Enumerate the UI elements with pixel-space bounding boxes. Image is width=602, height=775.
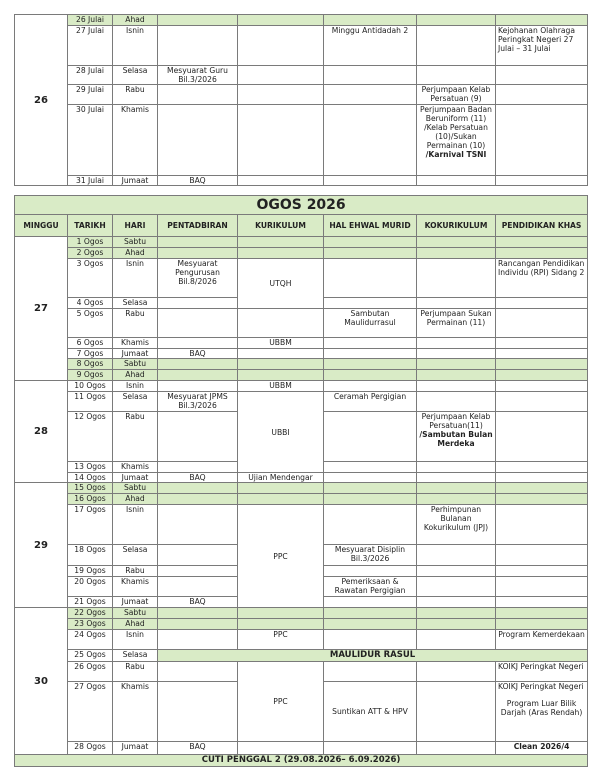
hem-cell: Ceramah Pergigian <box>324 392 417 412</box>
kurikulum-cell: UBBM <box>238 381 324 392</box>
kurikulum-cell: PPC <box>238 505 324 608</box>
day-cell: Ahad <box>113 619 158 630</box>
kurikulum-cell: UTQH <box>238 259 324 309</box>
date-cell: 22 Ogos <box>68 608 113 619</box>
date-cell: 27 Ogos <box>68 682 113 742</box>
date-cell: 30 Julai <box>68 105 113 176</box>
day-cell: Selasa <box>113 650 158 662</box>
date-cell: 8 Ogos <box>68 359 113 370</box>
day-cell: Selasa <box>113 66 158 85</box>
date-cell: 31 Julai <box>68 176 113 186</box>
date-cell: 14 Ogos <box>68 473 113 483</box>
august-schedule-table <box>14 195 588 767</box>
date-cell: 2 Ogos <box>68 248 113 259</box>
header-hem: HAL EHWAL MURID <box>324 215 417 237</box>
header-kokurikulum: KOKURIKULUM <box>417 215 496 237</box>
week-number: 29 <box>15 483 68 608</box>
day-cell: Selasa <box>113 298 158 309</box>
date-cell: 26 Ogos <box>68 662 113 682</box>
day-cell: Khamis <box>113 577 158 597</box>
khas-cell: Clean 2026/4 <box>496 742 588 755</box>
week-number: 28 <box>15 381 68 483</box>
day-cell: Khamis <box>113 682 158 742</box>
khas-cell: Kejohanan Olahraga Peringkat Negeri 27 Julai – 31 Julai <box>496 26 588 66</box>
header-minggu: MINGGU <box>15 215 68 237</box>
day-cell: Jumaat <box>113 742 158 755</box>
date-cell: 16 Ogos <box>68 494 113 505</box>
date-cell: 9 Ogos <box>68 370 113 381</box>
date-cell: 28 Julai <box>68 66 113 85</box>
day-cell: Isnin <box>113 259 158 298</box>
pentadbiran-cell: BAQ <box>158 597 238 608</box>
header-pentadbiran: PENTADBIRAN <box>158 215 238 237</box>
day-cell: Isnin <box>113 505 158 545</box>
kurikulum-cell: Ujian Mendengar <box>238 473 324 483</box>
date-cell: 23 Ogos <box>68 619 113 630</box>
day-cell: Jumaat <box>113 597 158 608</box>
koku-cell <box>417 105 496 176</box>
day-cell: Selasa <box>113 392 158 412</box>
day-cell: Ahad <box>113 370 158 381</box>
date-cell: 29 Julai <box>68 85 113 105</box>
day-cell: Khamis <box>113 105 158 176</box>
day-cell: Jumaat <box>113 349 158 359</box>
koku-cell: Perhimpunan Bulanan Kokurikulum (JPJ) <box>417 505 496 545</box>
date-cell: 13 Ogos <box>68 462 113 473</box>
date-cell: 11 Ogos <box>68 392 113 412</box>
date-cell: 21 Ogos <box>68 597 113 608</box>
day-cell: Sabtu <box>113 608 158 619</box>
pentadbiran-cell: Mesyuarat JPMS Bil.3/2026 <box>158 392 238 412</box>
hem-cell: Suntikan ATT & HPV <box>324 682 417 742</box>
koku-cell: Perjumpaan Kelab Persatuan (9) <box>417 85 496 105</box>
date-cell: 19 Ogos <box>68 566 113 577</box>
koku-bold-text: /Sambutan Bulan Merdeka <box>419 430 493 448</box>
date-cell: 7 Ogos <box>68 349 113 359</box>
day-cell: Rabu <box>113 412 158 462</box>
date-cell: 26 Julai <box>68 15 113 26</box>
date-cell: 24 Ogos <box>68 630 113 650</box>
date-cell: 27 Julai <box>68 26 113 66</box>
khas-cell: Program Kemerdekaan <box>496 630 588 650</box>
week-number: 27 <box>15 237 68 381</box>
koku-text: Perjumpaan Kelab Persatuan(11) <box>421 412 491 430</box>
day-cell: Ahad <box>113 248 158 259</box>
day-cell: Khamis <box>113 338 158 349</box>
day-cell: Isnin <box>113 26 158 66</box>
header-tarikh: TARIKH <box>68 215 113 237</box>
khas-text: KOIKJ Peringkat Negeri <box>498 682 584 691</box>
date-cell: 6 Ogos <box>68 338 113 349</box>
day-cell: Selasa <box>113 545 158 566</box>
day-cell: Jumaat <box>113 473 158 483</box>
day-cell: Ahad <box>113 494 158 505</box>
khas-text-2: Program Luar Bilik Darjah (Aras Rendah) <box>500 699 583 717</box>
week-number: 30 <box>15 608 68 755</box>
koku-cell <box>417 412 496 462</box>
date-cell: 18 Ogos <box>68 545 113 566</box>
koku-bold-text: /Karnival TSNI <box>425 150 487 159</box>
week-number: 26 <box>15 15 68 186</box>
date-cell: 10 Ogos <box>68 381 113 392</box>
date-cell: 3 Ogos <box>68 259 113 298</box>
day-cell: Isnin <box>113 630 158 650</box>
date-cell: 20 Ogos <box>68 577 113 597</box>
date-cell: 28 Ogos <box>68 742 113 755</box>
day-cell: Sabtu <box>113 483 158 494</box>
day-cell: Khamis <box>113 462 158 473</box>
day-cell: Rabu <box>113 566 158 577</box>
header-kurikulum: KURIKULUM <box>238 215 324 237</box>
pentadbiran-cell: Mesyuarat Pengurusan Bil.8/2026 <box>158 259 238 298</box>
kurikulum-cell: PPC <box>238 662 324 742</box>
khas-cell: KOIKJ Peringkat Negeri <box>496 662 588 682</box>
hem-cell: Pemeriksaan & Rawatan Pergigian <box>324 577 417 597</box>
koku-cell: Perjumpaan Sukan Permainan (11) <box>417 309 496 338</box>
khas-cell <box>496 682 588 742</box>
day-cell: Rabu <box>113 662 158 682</box>
date-cell: 4 Ogos <box>68 298 113 309</box>
term-break-banner: CUTI PENGGAL 2 (29.08.2026– 6.09.2026) <box>15 755 588 767</box>
kurikulum-cell: UBBM <box>238 338 324 349</box>
pentadbiran-cell: BAQ <box>158 742 238 755</box>
date-cell: 25 Ogos <box>68 650 113 662</box>
hem-cell: Minggu Antidadah 2 <box>324 26 417 66</box>
day-cell: Ahad <box>113 15 158 26</box>
day-cell: Isnin <box>113 381 158 392</box>
header-pendidikan-khas: PENDIDIKAN KHAS <box>496 215 588 237</box>
day-cell: Sabtu <box>113 359 158 370</box>
date-cell: 17 Ogos <box>68 505 113 545</box>
hem-cell: Mesyuarat Disiplin Bil.3/2026 <box>324 545 417 566</box>
date-cell: 12 Ogos <box>68 412 113 462</box>
pentadbiran-cell: BAQ <box>158 176 238 186</box>
khas-cell: Rancangan Pendidikan Individu (RPI) Sidang 2 <box>496 259 588 298</box>
pentadbiran-cell: BAQ <box>158 473 238 483</box>
day-cell: Sabtu <box>113 237 158 248</box>
month-title: OGOS 2026 <box>15 196 588 215</box>
day-cell: Jumaat <box>113 176 158 186</box>
july-schedule-table <box>14 14 588 186</box>
holiday-banner: MAULIDUR RASUL <box>158 650 588 662</box>
date-cell: 15 Ogos <box>68 483 113 494</box>
date-cell: 1 Ogos <box>68 237 113 248</box>
date-cell: 5 Ogos <box>68 309 113 338</box>
header-hari: HARI <box>113 215 158 237</box>
kurikulum-cell: PPC <box>238 630 324 650</box>
day-cell: Rabu <box>113 309 158 338</box>
day-cell: Rabu <box>113 85 158 105</box>
koku-text: Perjumpaan Badan Beruniform (11) /Kelab Persatuan (10)/Sukan Permainan (10) <box>420 105 492 150</box>
pentadbiran-cell: Mesyuarat Guru Bil.3/2026 <box>158 66 238 85</box>
pentadbiran-cell: BAQ <box>158 349 238 359</box>
kurikulum-cell: UBBI <box>238 392 324 473</box>
hem-cell: Sambutan Maulidurrasul <box>324 309 417 338</box>
